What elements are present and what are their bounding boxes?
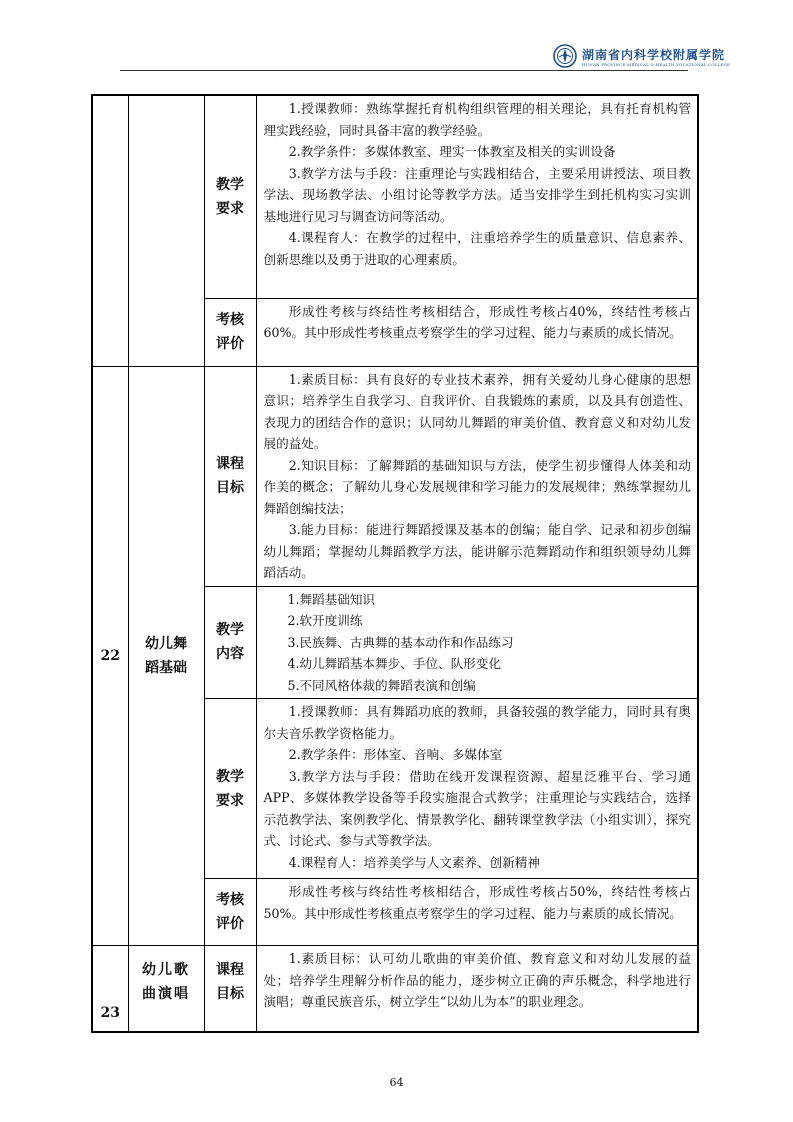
- list-item: 1.舞蹈基础知识: [287, 591, 376, 607]
- page-number: 64: [389, 1076, 404, 1089]
- row-label: 教学要求: [204, 699, 256, 879]
- teaching-requirements-content: [256, 95, 698, 298]
- paragraph: 1.素质目标：认可幼儿歌曲的审美价值、教育意义和对幼儿发展的益处；培养学生理解分析作品的能力，逐步树立正确的声乐概念，科学地进行演唱；尊重民族音乐，树立学生“以幼儿为本”的职业理念。: [263, 951, 691, 1009]
- row-label: 考核评价: [204, 298, 256, 366]
- teaching-requirements-content: [256, 699, 698, 879]
- paragraph: 2.知识目标：了解舞蹈的基础知识与方法，使学生初步懂得人体美和动作美的概念；了解幼儿身心发展规律和学习能力的发展规律；熟练掌握幼儿舞蹈创编技法；: [263, 457, 691, 516]
- paragraph: 形成性考核与终结性考核相结合，形成性考核占50%，终结性考核占50%。其中形成性考核重点考察学生的学习过程、能力与素质的成长情况。: [263, 884, 691, 921]
- paragraph: 2.教学条件：多媒体教室、理实一体教室及相关的实训设备: [288, 144, 616, 159]
- row-label: 考核评价: [204, 879, 256, 946]
- paragraph: 1.素质目标：具有良好的专业技术素养，拥有关爱幼儿身心健康的思想意识；培养学生自我学习、自我评价、自我锻炼的素质，以及具有创造性、表现力的团结合作的意识；认同幼儿舞蹈的审美价值、教育意义和对幼儿发展的益处。: [263, 371, 691, 451]
- course-name: 幼儿舞蹈基础: [128, 366, 204, 946]
- header-divider: [120, 70, 688, 71]
- row-label: 教学内容: [204, 586, 256, 699]
- table-row: [92, 946, 698, 1032]
- row-label: 课程目标: [204, 946, 256, 1032]
- evaluation-content: [256, 298, 698, 366]
- list-item: 4.幼儿舞蹈基本舞步、手位、队形变化: [287, 656, 501, 671]
- course-number: 22: [92, 366, 128, 946]
- curriculum-table: [91, 94, 699, 1033]
- school-logo-icon: [553, 44, 577, 68]
- row-label: 教学要求: [204, 95, 256, 298]
- school-name: 湖南省内科学校附属学院: [582, 48, 726, 62]
- course-goals-content: [256, 946, 698, 1032]
- row-label: 课程目标: [204, 366, 256, 586]
- paragraph: 1.授课教师：熟练掌握托育机构组织管理的相关理论，具有托育机构管理实践经验，同时具备丰富的教学经验。: [263, 101, 691, 138]
- paragraph: 4.课程育人：培养美学与人文素养、创新精神: [288, 854, 540, 870]
- course-number: 23: [92, 946, 128, 1032]
- course-number-cell: [92, 95, 128, 366]
- list-item: 2.软开度训练: [287, 613, 363, 628]
- list-item: 3.民族舞、古典舞的基本动作和作品练习: [287, 634, 514, 650]
- course-name: 幼儿歌曲演唱: [128, 946, 204, 1032]
- paragraph: 3.能力目标：能进行舞蹈授课及基本的创编；能自学、记录和初步创编幼儿舞蹈；掌握幼儿舞蹈教学方法，能讲解示范舞蹈动作和组织领导幼儿舞蹈活动。: [263, 522, 691, 580]
- paragraph: 形成性考核与终结性考核相结合，形成性考核占40%，终结性考核占60%。其中形成性考核重点考察学生的学习过程、能力与素质的成长情况。: [263, 303, 691, 340]
- paragraph: 1.授课教师：具有舞蹈功底的教师，具备较强的教学能力，同时具有奥尔夫音乐教学资格能力。: [263, 704, 691, 741]
- teaching-content: [256, 586, 698, 699]
- paragraph: 3.教学方法与手段：注重理论与实践相结合，主要采用讲授法、项目教学法、现场教学法、小组讨论等教学方法。适当安排学生到托机构实习实训基地进行见习与调查访问等活动。: [263, 165, 691, 224]
- paragraph: 2.教学条件：形体室、音响、多媒体室: [288, 747, 503, 762]
- paragraph: 4.课程育人：在教学的过程中，注重培养学生的质量意识、信息素养、创新思维以及勇于进取的心理素质。: [263, 230, 691, 267]
- list-item: 5.不同风格体裁的舞蹈表演和创编: [287, 677, 476, 693]
- school-name-en: HUNAN PROVINCE MEDICAL & HEALTH VOCATIONAL COLLEGE: [582, 62, 731, 67]
- course-name-cell: [128, 95, 204, 366]
- course-goals-content: [256, 366, 698, 586]
- paragraph: 3.教学方法与手段：借助在线开发课程资源、超星泛雅平台、学习通APP、多媒体教学设备等手段实施混合式教学；注重理论与实践结合，选择示范教学法、案例教学化、情景教学化、翻转课堂教学法（小组实训），探究式、讨论式、参与式等教学法。: [263, 768, 691, 848]
- table-row: [92, 366, 698, 586]
- evaluation-content: [256, 879, 698, 946]
- table-row: [92, 95, 698, 298]
